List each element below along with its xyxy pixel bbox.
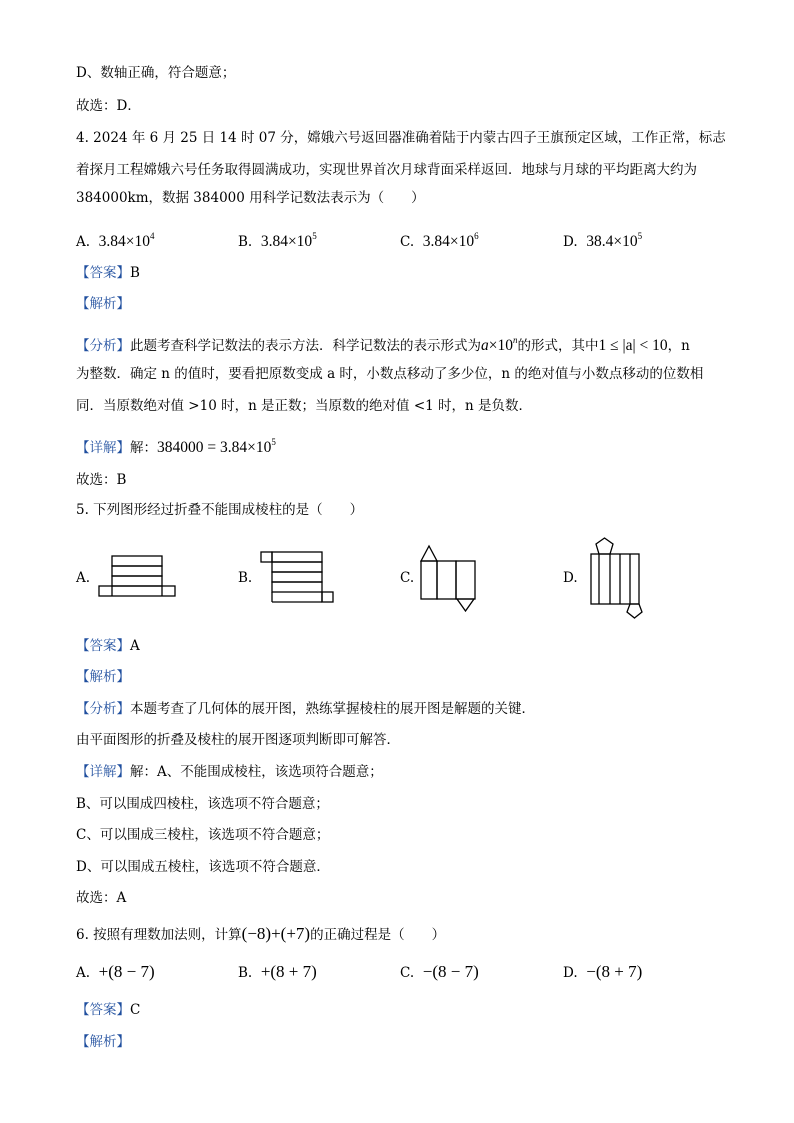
q5-analysis: 【分析】本题考查了几何体的展开图，熟练掌握棱柱的展开图是解题的关键．: [76, 701, 535, 717]
q4-detail: 【详解】解：$384000 = 3.84\times 10^5$: [76, 437, 276, 456]
q6-option-c: C. −(8 − 7): [400, 962, 479, 981]
q6-stem: 6. 按照有理数加法则，计算(−8)+(+7)的正确过程是（ ）: [76, 924, 446, 943]
q6-option-b: B. +(8 + 7): [238, 962, 317, 981]
q4-analysis-line3: 同．当原数绝对值 >10 时，n 是正数；当原数的绝对值 <1 时，n 是负数．: [76, 398, 533, 414]
answer-tag: 【答案】: [76, 265, 130, 281]
q6-answer: 【答案】C: [76, 1002, 141, 1018]
q5-detail-c: C、可以围成三棱柱，该选项不符合题意；: [76, 827, 330, 843]
q4-option-d: D. $38.4\times 10^5$: [563, 231, 643, 250]
q4-option-a: A. $3.84\times 10^4$: [76, 231, 155, 250]
q6-option-a: A. +(8 − 7): [76, 962, 155, 981]
sci-notation-formula: $a\times 10^n$: [481, 335, 518, 354]
q4-choose: 故选：B: [76, 472, 127, 488]
q4-jiexi-tag: 【解析】: [76, 296, 130, 312]
d-correct-line: D、数轴正确，符合题意；: [76, 65, 236, 81]
q4-analysis-line1: 【分析】此题考查科学记数法的表示方法．科学记数法的表示形式为$a\times 10^n$的形式，其中1 ≤ |a| < 10，n: [76, 335, 690, 354]
q5-option-a-label: A.: [76, 570, 91, 586]
q5-analysis-2: 由平面图形的折叠及棱柱的展开图逐项判断即可解答．: [76, 732, 400, 748]
q5-detail-b: B、可以围成四棱柱，该选项不符合题意；: [76, 796, 329, 812]
q4-option-b: B. $3.84\times 10^5$: [238, 231, 317, 250]
q4-stem-line2: 着探月工程嫦娥六号任务取得圆满成功，实现世界首次月球背面采样返回．地球与月球的平均距离大约为: [76, 162, 697, 178]
q5-net-a: [98, 555, 180, 597]
choose-d-line: 故选：D．: [76, 98, 141, 114]
q6-jiexi-tag: 【解析】: [76, 1034, 130, 1050]
q5-stem: 5. 下列图形经过折叠不能围成棱柱的是（ ）: [76, 502, 364, 518]
q6-option-d: D. −(8 + 7): [563, 962, 643, 981]
q4-stem-line3: 384000km，数据 384000 用科学记数法表示为（ ）: [76, 190, 425, 206]
q5-option-d-label: D.: [563, 570, 578, 586]
q5-net-d: [588, 536, 648, 620]
q5-net-b: [260, 550, 336, 604]
q5-jiexi-tag: 【解析】: [76, 669, 130, 685]
q5-option-c-label: C.: [400, 570, 415, 586]
q4-stem-line1: 4. 2024 年 6 月 25 日 14 时 07 分，嫦娥六号返回器准确着陆于内蒙古四子王旗预定区域，工作正常，标志: [76, 130, 726, 146]
q5-net-c: [420, 543, 480, 615]
q5-choose: 故选：A: [76, 890, 127, 906]
q5-answer: 【答案】A: [76, 638, 140, 654]
q5-detail-d: D、可以围成五棱柱，该选项不符合题意．: [76, 859, 330, 875]
q5-detail: 【详解】解：A、不能围成棱柱，该选项符合题意；: [76, 764, 383, 780]
q4-option-c: C. $3.84\times 10^6$: [400, 231, 479, 250]
q4-analysis-line2: 为整数．确定 n 的值时，要看把原数变成 a 时，小数点移动了多少位，n 的绝对值与小数点移动的位数相: [76, 366, 704, 382]
q5-option-b-label: B.: [238, 570, 253, 586]
q4-answer: 【答案】B: [76, 265, 140, 281]
range-formula: 1 ≤ |a| < 10: [598, 337, 668, 354]
